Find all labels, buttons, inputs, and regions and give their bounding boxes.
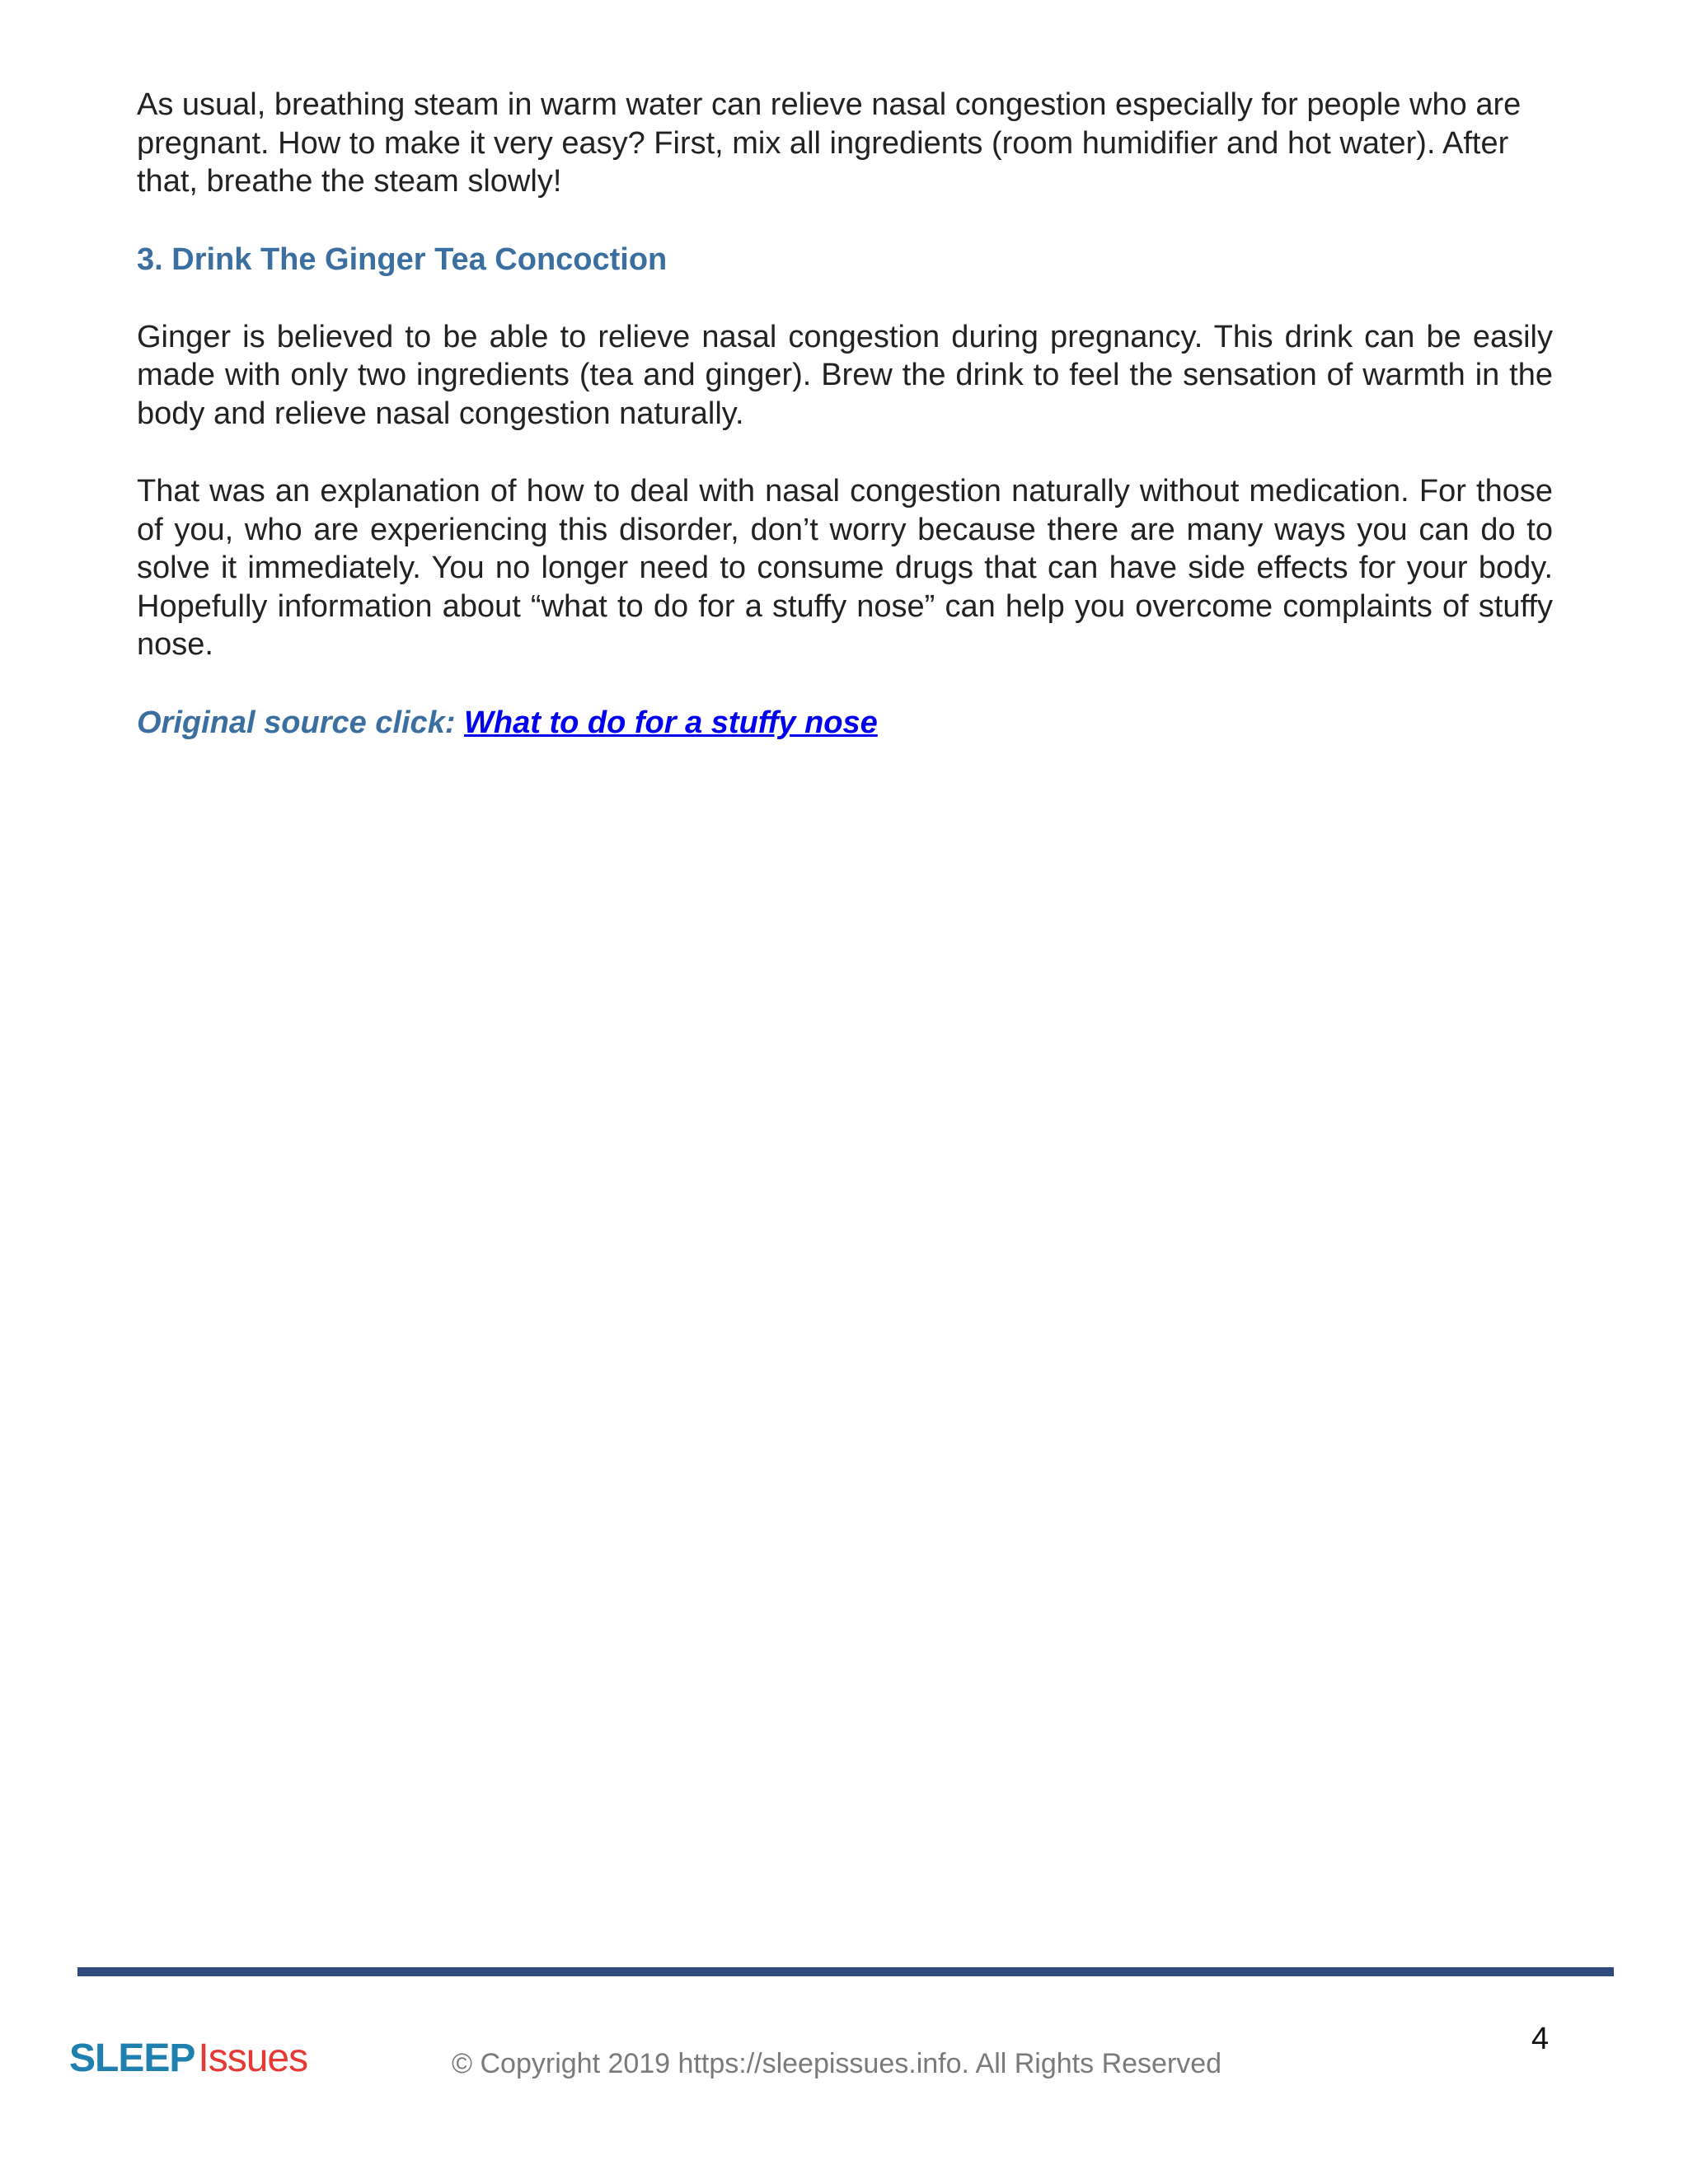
- source-label: Original source click:: [137, 705, 465, 740]
- section-heading-ginger-tea: 3. Drink The Ginger Tea Concoction: [137, 241, 668, 277]
- original-source-line: [137, 704, 1553, 742]
- logo-issues-text: Issues: [198, 2036, 308, 2080]
- page-number: 4: [1531, 2022, 1550, 2056]
- paragraph-conclusion: That was an explanation of how to deal with nasal congestion naturally without medication. For those of you, who are experiencing this disorder, don’t worry because there are many ways you can do to solve it immediately. You no longer need to consume drugs that can have side effects for your body. Hopefully information about “what to do for a stuffy nose” can help you overcome complaints of stuffy nose.: [137, 474, 1553, 662]
- copyright-notice: © Copyright 2019 https://sleepissues.info. All Rights Reserved: [452, 2048, 1222, 2079]
- paragraph-ginger: Ginger is believed to be able to relieve nasal congestion during pregnancy. This drink can be easily made with only two ingredients (tea and ginger). Brew the drink to feel the sensation of warmth in the body and relieve nasal congestion naturally.: [137, 319, 1553, 431]
- source-link[interactable]: What to do for a stuffy nose: [464, 705, 878, 740]
- footer-divider: [77, 1967, 1614, 1976]
- sleep-issues-logo: [69, 2034, 307, 2083]
- logo-sleep-text: SLEEP: [69, 2036, 195, 2080]
- paragraph-steam: As usual, breathing steam in warm water can relieve nasal congestion especially for people who are pregnant. How to make it very easy? First, mix all ingredients (room humidifier and hot water). After that, breathe the steam slowly!: [137, 87, 1522, 199]
- document-body: [137, 86, 1553, 742]
